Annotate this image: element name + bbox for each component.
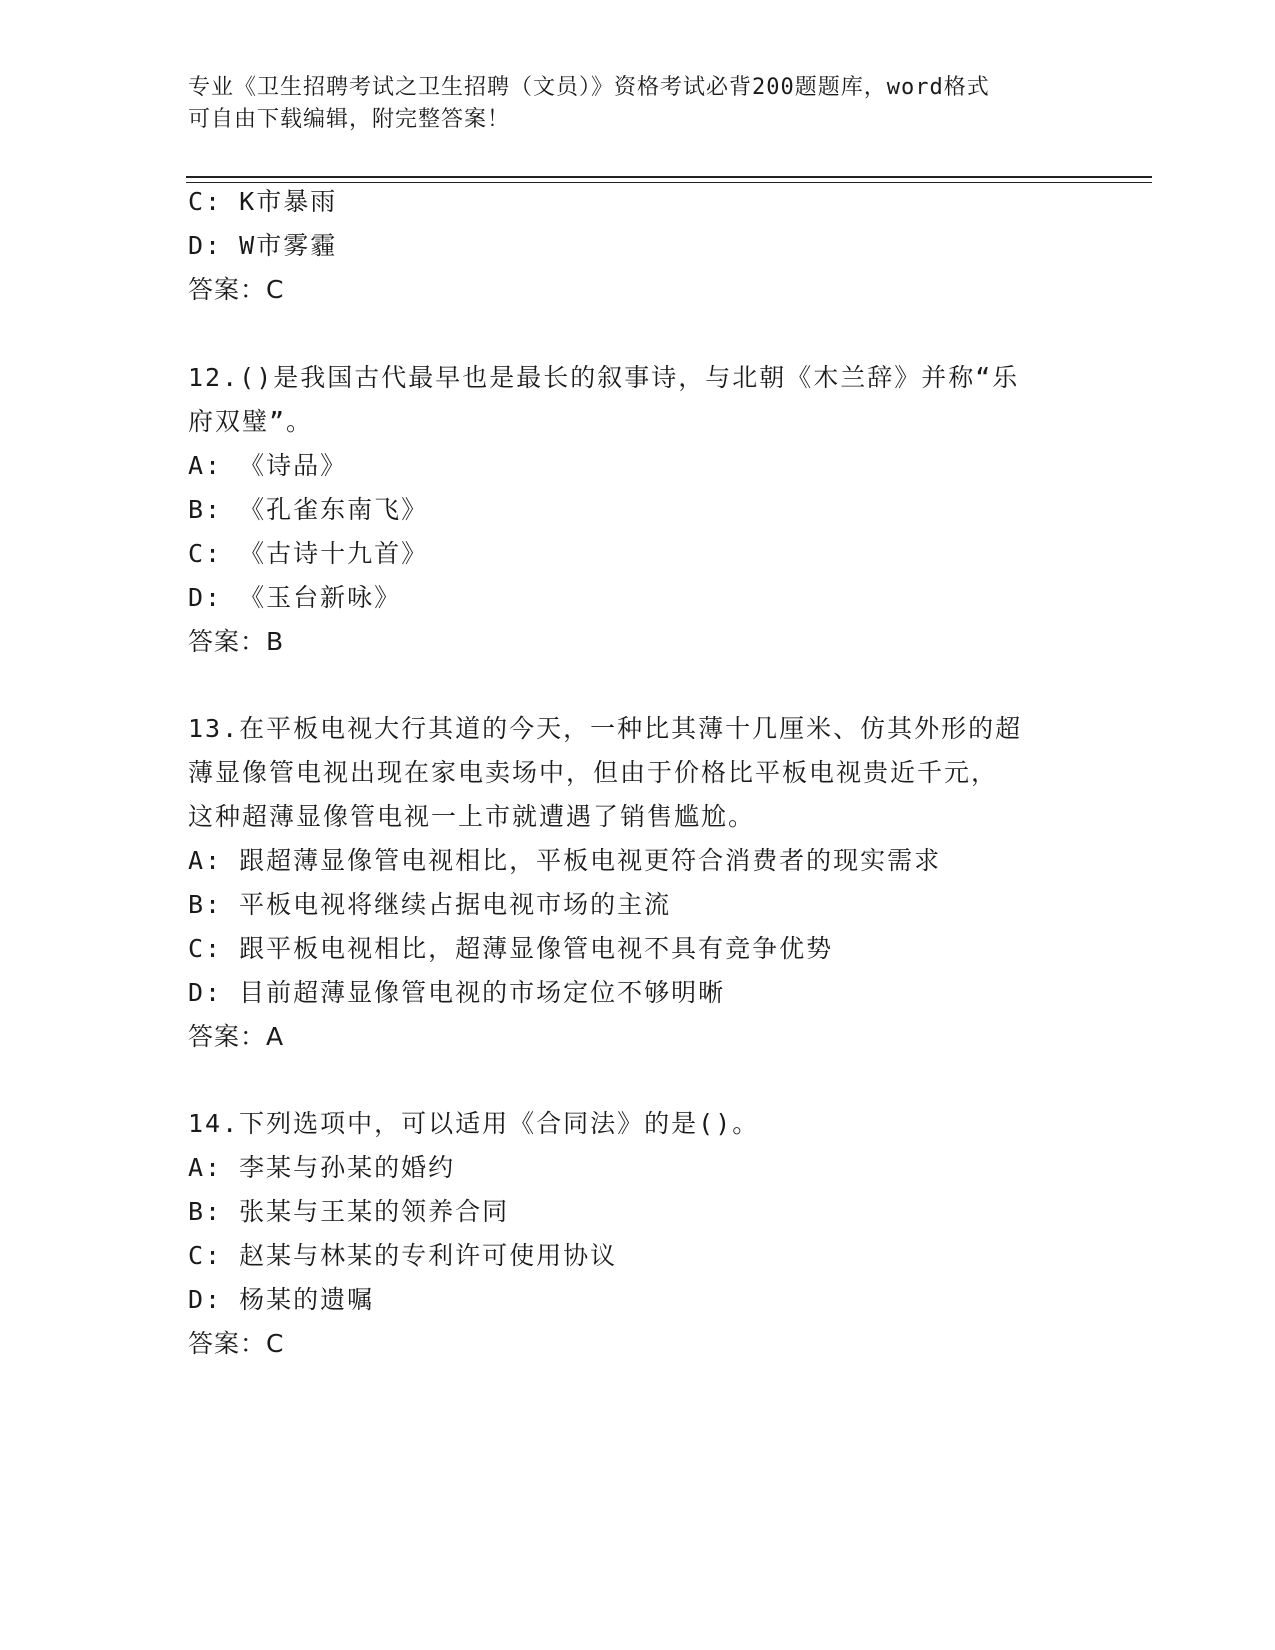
q12-option-b: B: 《孔雀东南飞》 — [188, 495, 429, 524]
q12-answer: 答案：B — [188, 627, 285, 656]
document-header — [188, 72, 1068, 136]
q13-stem-line-3: 这种超薄显像管电视一上市就遭遇了销售尴尬。 — [188, 802, 756, 831]
header-divider-thin — [186, 182, 1152, 183]
q14-answer: 答案：C — [188, 1329, 285, 1358]
q13-option-d: D: 目前超薄显像管电视的市场定位不够明晰 — [188, 978, 726, 1007]
q14-option-a: A: 李某与孙某的婚约 — [188, 1153, 456, 1182]
q13-stem-line-1: 13.在平板电视大行其道的今天，一种比其薄十几厘米、仿其外形的超 — [188, 714, 1023, 743]
q12-option-a: A: 《诗品》 — [188, 451, 348, 480]
q13-option-a: A: 跟超薄显像管电视相比，平板电视更符合消费者的现实需求 — [188, 846, 942, 875]
q13-stem-line-2: 薄显像管电视出现在家电卖场中，但由于价格比平板电视贵近千元， — [188, 758, 999, 787]
q12-stem-line-1: 12.()是我国古代最早也是最长的叙事诗，与北朝《木兰辞》并称“乐 — [188, 363, 1020, 392]
q14-option-c: C: 赵某与林某的专利许可使用协议 — [188, 1241, 618, 1270]
q13-option-c: C: 跟平板电视相比，超薄显像管电视不具有竞争优势 — [188, 934, 834, 963]
prev-option-c: C: K市暴雨 — [188, 187, 338, 216]
q13-option-b: B: 平板电视将继续占据电视市场的主流 — [188, 890, 672, 919]
header-divider-thick — [186, 176, 1152, 178]
q14-stem-line-1: 14.下列选项中，可以适用《合同法》的是()。 — [188, 1109, 760, 1138]
q14-option-b: B: 张某与王某的领养合同 — [188, 1197, 510, 1226]
q12-stem-line-2: 府双璧”。 — [188, 407, 314, 436]
q12-option-d: D: 《玉台新咏》 — [188, 583, 402, 612]
header-title-line-2: 可自由下载编辑，附完整答案！ — [188, 107, 511, 132]
prev-answer: 答案：C — [188, 275, 285, 304]
q12-option-c: C: 《古诗十九首》 — [188, 539, 429, 568]
header-title-line-1: 专业《卫生招聘考试之卫生招聘（文员）》资格考试必背200题题库，word格式 — [188, 75, 990, 100]
q13-answer: 答案：A — [188, 1022, 285, 1051]
prev-option-d: D: W市雾霾 — [188, 231, 338, 260]
q14-option-d: D: 杨某的遗嘱 — [188, 1285, 375, 1314]
